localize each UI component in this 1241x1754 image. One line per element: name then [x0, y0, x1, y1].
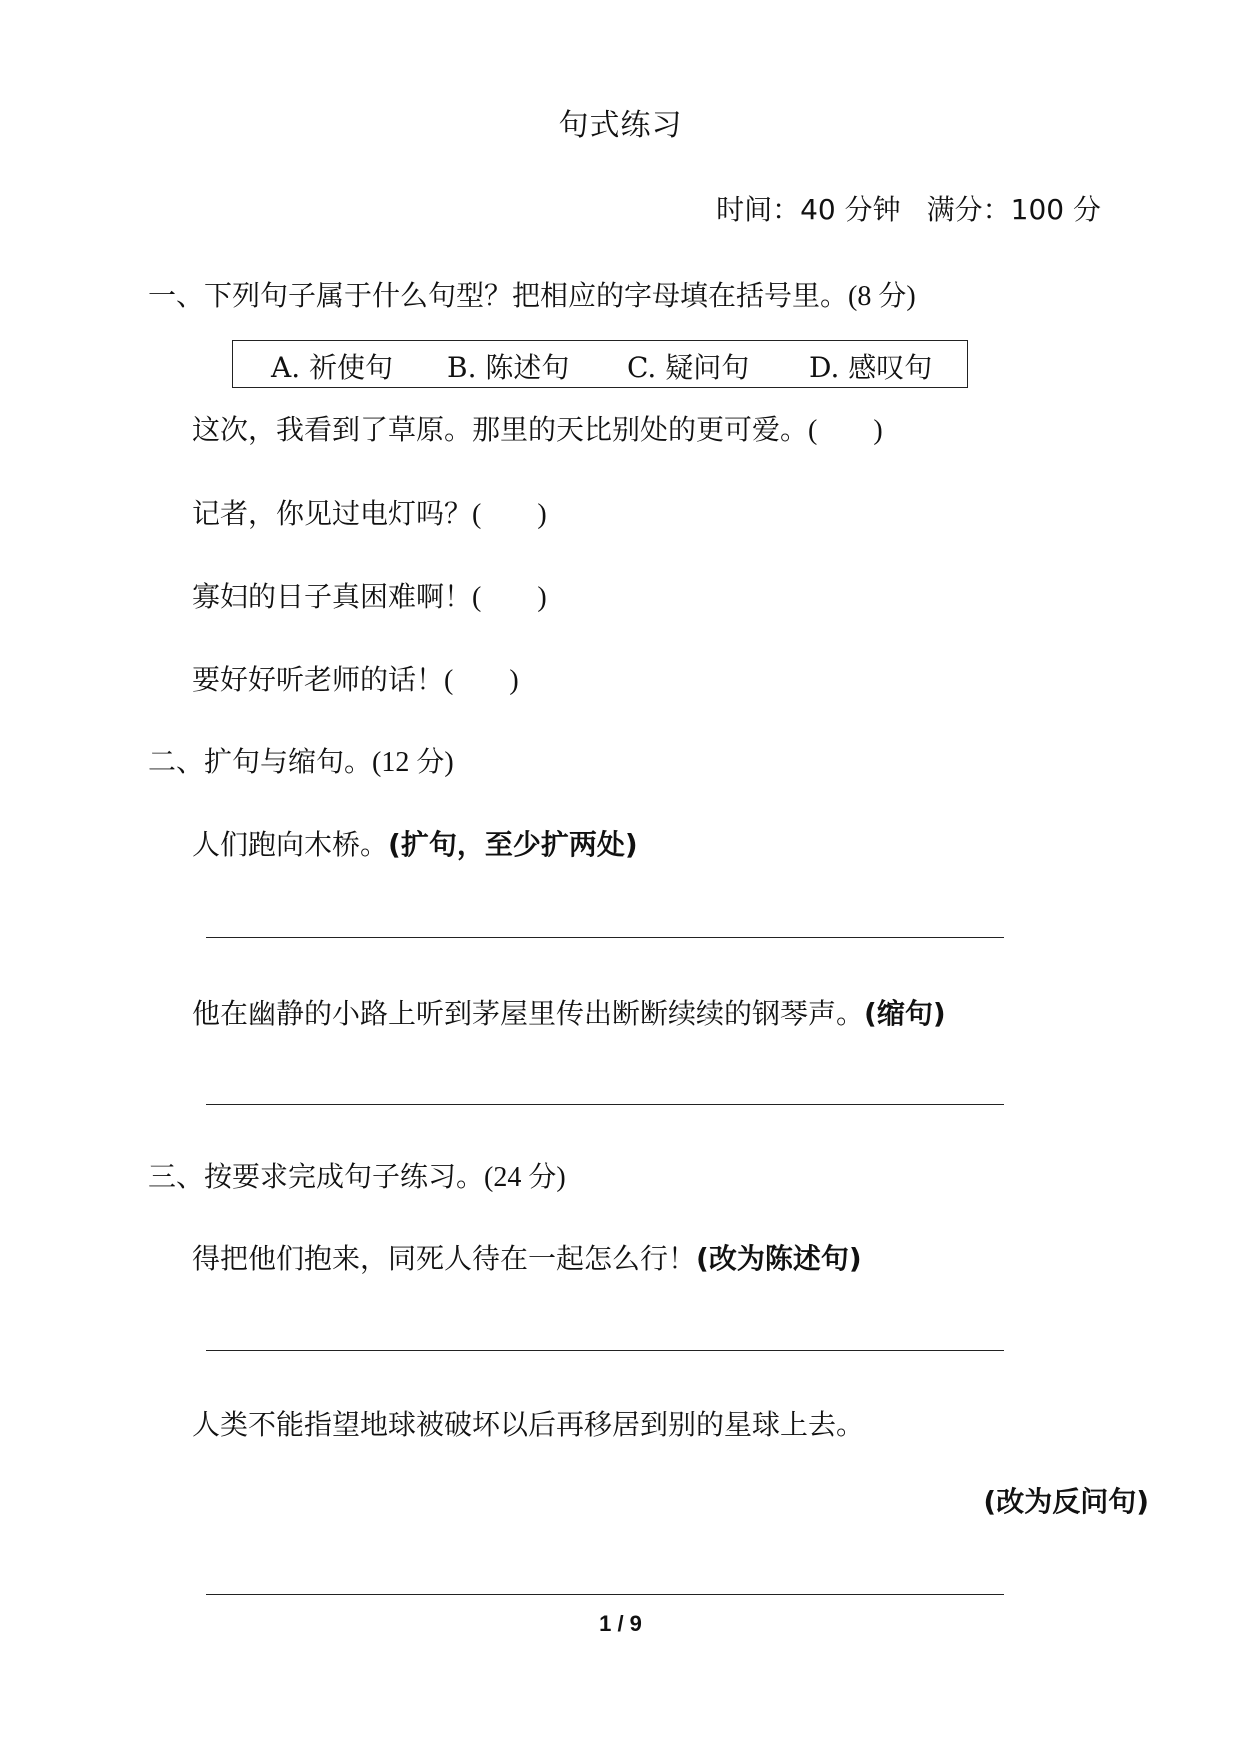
question-text: 要好好听老师的话！	[192, 663, 445, 696]
section-1-heading	[148, 274, 916, 314]
question-text: 人类不能指望地球被破坏以后再移居到别的星球上去。	[192, 1408, 865, 1441]
choice-d: D. 感叹句	[809, 351, 933, 384]
choice-b: B. 陈述句	[447, 351, 570, 384]
choice-a: A. 祈使句	[271, 351, 394, 384]
question-text: 得把他们抱来，同死人待在一起怎么行！	[192, 1242, 697, 1275]
answer-line[interactable]	[206, 937, 1004, 938]
answer-line[interactable]	[206, 1350, 1004, 1351]
question-text: 寡妇的日子真困难啊！	[192, 580, 473, 613]
question-3-1	[192, 1237, 862, 1277]
question-1-1	[192, 408, 883, 448]
full-score: 满分：100 分	[926, 193, 1101, 226]
question-text: 记者，你见过电灯吗？	[192, 497, 473, 530]
section-1-title: 一、下列句子属于什么句型？把相应的字母填在括号里。	[148, 279, 849, 312]
question-instruction: (改为反问句)	[983, 1485, 1149, 1518]
question-1-4	[192, 658, 519, 698]
question-1-2	[192, 492, 547, 532]
answer-bracket[interactable]: ( )	[472, 499, 547, 530]
answer-bracket[interactable]: ( )	[444, 665, 519, 696]
question-text: 他在幽静的小路上听到茅屋里传出断断续续的钢琴声。	[192, 997, 865, 1030]
question-instruction: (缩句)	[864, 997, 946, 1030]
answer-line[interactable]	[206, 1104, 1004, 1105]
section-2-points: (12 分)	[372, 747, 454, 778]
question-instruction: (改为陈述句)	[696, 1242, 862, 1275]
page-title: 句式练习	[558, 108, 683, 143]
section-3-points: (24 分)	[484, 1162, 566, 1193]
section-3-title: 三、按要求完成句子练习。	[148, 1160, 485, 1193]
answer-bracket[interactable]: ( )	[472, 582, 547, 613]
answer-bracket[interactable]: ( )	[808, 415, 883, 446]
section-1-points: (8 分)	[848, 281, 916, 312]
answer-line[interactable]	[206, 1594, 1004, 1595]
question-instruction: (扩句，至少扩两处)	[388, 828, 638, 861]
question-3-2	[192, 1403, 864, 1443]
section-2-heading	[148, 740, 454, 780]
choice-c: C. 疑问句	[627, 351, 750, 384]
question-2-2	[192, 992, 946, 1032]
question-text: 人们跑向木桥。	[192, 828, 389, 861]
section-3-heading	[148, 1155, 566, 1195]
choice-box	[232, 340, 968, 388]
question-text: 这次，我看到了草原。那里的天比别处的更可爱。	[192, 413, 809, 446]
question-2-1	[192, 823, 638, 863]
question-1-3	[192, 575, 547, 615]
section-2-title: 二、扩句与缩句。	[148, 745, 373, 778]
exam-meta	[716, 188, 1101, 228]
time-limit: 时间：40 分钟	[716, 193, 901, 226]
page-number: 1 / 9	[599, 1611, 642, 1636]
